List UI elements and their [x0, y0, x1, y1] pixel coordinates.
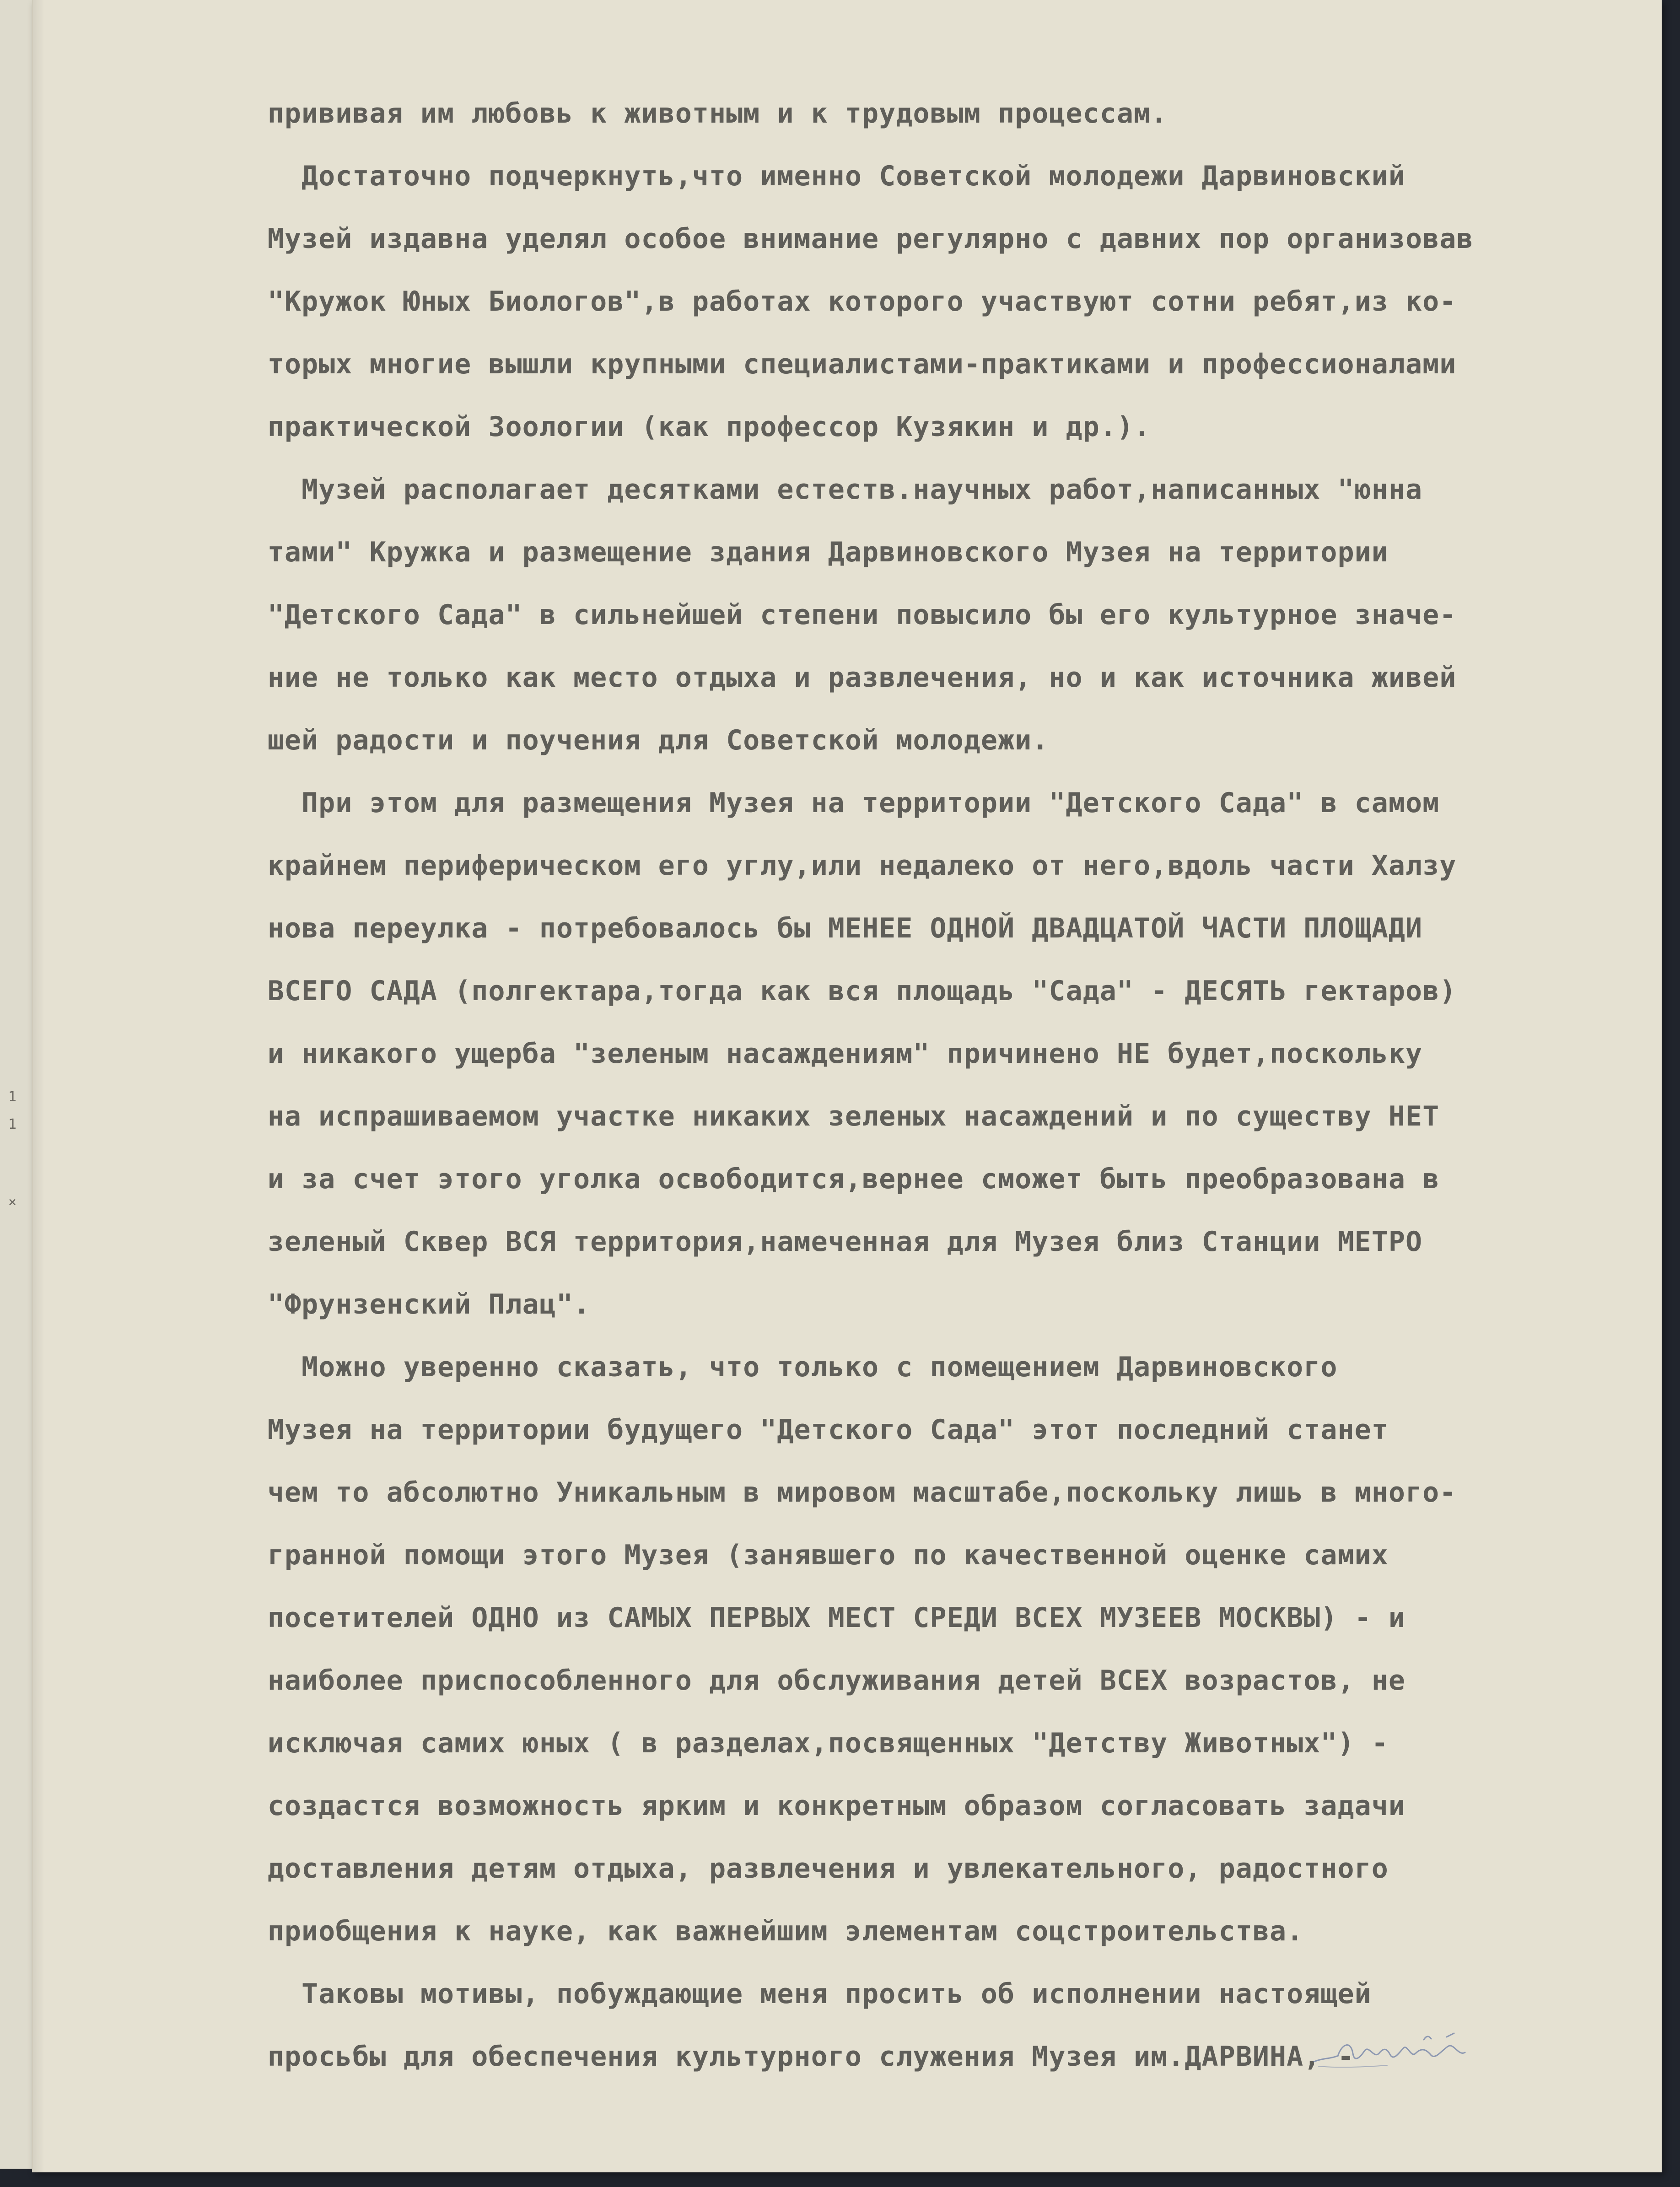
text-line: Можно уверенно сказать, что только с помещением Дарвиновского	[166, 1351, 1338, 1383]
text-line: чем то абсолютно Уникальным в мировом масштабе,поскольку лишь в много-	[166, 1476, 1457, 1508]
text-line: прививая им любовь к животным и к трудовым процессам.	[166, 97, 1168, 129]
text-line: зеленый Сквер ВСЯ территория,намеченная для Музея близ Станции МЕТРО	[166, 1226, 1423, 1258]
text-line: и за счет этого уголка освободится,вернее сможет быть преобразована в	[166, 1163, 1440, 1195]
text-line: Достаточно подчеркнуть,что именно Советской молодежи Дарвиновский	[166, 160, 1405, 192]
text-line: создастся возможность ярким и конкретным образом согласовать задачи	[166, 1790, 1405, 1822]
page-fold-shadow	[33, 0, 45, 2172]
text-line: доставления детям отдыха, развлечения и увлекательного, радостного	[166, 1853, 1389, 1885]
handwritten-signature	[1309, 2026, 1483, 2076]
typed-letter-body	[166, 82, 1607, 2088]
text-line: шей радости и поучения для Советской молодежи.	[166, 724, 1049, 756]
text-line: просьбы для обеспечения культурного служения Музея им.ДАРВИНА, -	[166, 2041, 1355, 2073]
left-page-mark: 1	[8, 1116, 17, 1132]
text-line: наиболее приспособленного для обслуживания детей ВСЕХ возрастов, не	[166, 1664, 1405, 1697]
text-line: "Детского Сада" в сильнейшей степени повысило бы его культурное значе-	[166, 599, 1457, 631]
left-page-mark: ×	[8, 1194, 17, 1210]
text-line: "Фрунзенский Плац".	[166, 1288, 591, 1320]
text-line: гранной помощи этого Музея (занявшего по качественной оценке самих	[166, 1539, 1389, 1571]
text-line: Музей располагает десятками естеств.научных работ,написанных "юнна	[166, 474, 1423, 506]
text-line: крайнем периферическом его углу,или недалеко от него,вдоль части Халзу	[166, 850, 1457, 882]
text-line: При этом для размещения Музея на территории "Детского Сада" в самом	[166, 787, 1440, 819]
left-page-mark: 1	[8, 1089, 17, 1105]
adjacent-page-edge	[0, 0, 33, 2169]
text-line: исключая самих юных ( в разделах,посвященных "Детству Животных") -	[166, 1727, 1389, 1759]
text-line: практической Зоологии (как профессор Кузякин и др.).	[166, 411, 1151, 443]
text-line: и никакого ущерба "зеленым насаждениям" причинено НЕ будет,поскольку	[166, 1038, 1423, 1070]
text-line: на испрашиваемом участке никаких зеленых насаждений и по существу НЕТ	[166, 1100, 1440, 1132]
text-line: Таковы мотивы, побуждающие меня просить об исполнении настоящей	[166, 1978, 1372, 2010]
text-line: "Кружок Юных Биологов",в работах которого участвуют сотни ребят,из ко-	[166, 285, 1457, 318]
text-line: ние не только как место отдыха и развлечения, но и как источника живей	[166, 662, 1457, 694]
text-line: посетителей ОДНО из САМЫХ ПЕРВЫХ МЕСТ СРЕДИ ВСЕХ МУЗЕЕВ МОСКВЫ) - и	[166, 1602, 1405, 1634]
text-line: торых многие вышли крупными специалистами-практиками и профессионалами	[166, 348, 1457, 380]
text-line: приобщения к науке, как важнейшим элементам соцстроительства.	[166, 1915, 1304, 1947]
text-line: Музей издавна уделял особое внимание регулярно с давних пор организовав	[166, 223, 1474, 255]
text-line: ВСЕГО САДА (полгектара,тогда как вся площадь "Сада" - ДЕСЯТЬ гектаров)	[166, 975, 1457, 1007]
text-line: Музея на территории будущего "Детского Сада" этот последний станет	[166, 1414, 1389, 1446]
text-line: нова переулка - потребовалось бы МЕНЕЕ ОДНОЙ ДВАДЦАТОЙ ЧАСТИ ПЛОЩАДИ	[166, 912, 1423, 944]
typed-page	[32, 0, 1662, 2172]
text-line: тами" Кружка и размещение здания Дарвиновского Музея на территории	[166, 536, 1389, 568]
